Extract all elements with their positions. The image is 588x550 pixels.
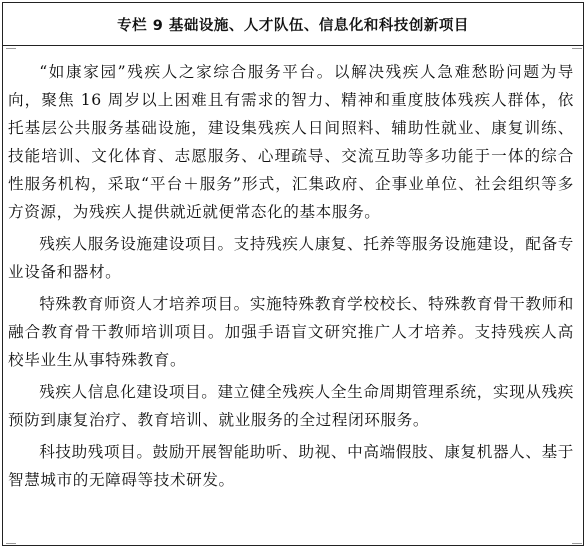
paragraph-service-facilities: 残疾人服务设施建设项目。支持残疾人康复、托养等服务设施建设，配备专业设备和器材。: [8, 235, 574, 281]
paragraph-home-platform: “如康家园”残疾人之家综合服务平台。以解决残疾人急难愁盼问题为导向，聚焦 16 周岁以上困难且有需求的智力、精神和重度肢体残疾人群体，依托基层公共服务基础设施，建设集残疾人日间照料、辅助性就业、康复训练、技能培训、文化体育、志愿服务、心理疏导、交流互助等多功能于一体的综合性服务机构，采取“平台＋服务”形式，汇集政府、企事业单位、社会组织等多方资源，为残疾人提供就近就便常态化的基本服务。: [8, 63, 574, 221]
paragraph-informatization: 残疾人信息化建设项目。建立健全残疾人全生命周期管理系统，实现从残疾预防到康复治疗、教育培训、就业服务的全过程闭环服务。: [8, 383, 574, 429]
paragraph-special-education-teachers: 特殊教育师资人才培养项目。实施特殊教育学校校长、特殊教育骨干教师和融合教育骨干教师培训项目。加强手语盲文研究推广人才培养。支持残疾人高校毕业生从事特殊教育。: [8, 295, 574, 369]
box-title: 专栏 9 基础设施、人才队伍、信息化和科技创新项目: [3, 3, 583, 46]
box-content: [8, 58, 574, 498]
paragraph-technology-assistance: 科技助残项目。鼓励开展智能助听、助视、中高端假肢、康复机器人、基于智慧城市的无障碍等技术研发。: [8, 443, 574, 489]
inner-frame-corner: [6, 533, 16, 544]
inner-frame-corner: [572, 533, 582, 544]
